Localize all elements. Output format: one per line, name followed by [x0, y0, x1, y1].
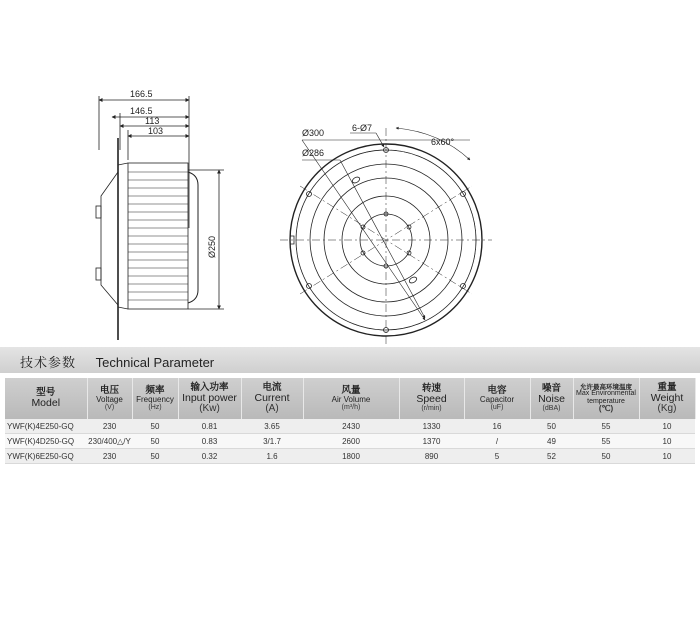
cell-model: YWF(K)4E250-GQ [5, 419, 87, 434]
table-row [5, 434, 695, 449]
section-title [20, 352, 214, 371]
cell-power: 0.83 [178, 434, 241, 449]
cell-air-volume: 2600 [303, 434, 399, 449]
cell-voltage: 230/400△/Y [87, 434, 132, 449]
dim-113: 113 [145, 116, 160, 126]
cell-temperature: 50 [573, 449, 639, 464]
cell-speed: 890 [399, 449, 464, 464]
cell-noise: 52 [530, 449, 573, 464]
cell-weight: 10 [639, 449, 695, 464]
dim-146-5: 146.5 [130, 106, 153, 116]
cell-current: 3.65 [241, 419, 303, 434]
cell-current: 1.6 [241, 449, 303, 464]
cell-frequency: 50 [132, 419, 178, 434]
cell-noise: 50 [530, 419, 573, 434]
header-voltage: 电压 Voltage (V) [87, 378, 132, 419]
header-weight: 重量 Weight (Kg) [639, 378, 695, 419]
header-speed: 转速 Speed (r/min) [399, 378, 464, 419]
cell-voltage: 230 [87, 419, 132, 434]
cell-temperature: 55 [573, 434, 639, 449]
header-max-temperature: 允许最高环境温度 Max Environmental temperature (℃) [573, 378, 639, 419]
dim-inner-diameter-286: Ø286 [302, 148, 325, 158]
header-input-power: 输入功率 Input power (Kw) [178, 378, 241, 419]
cell-capacitor: 5 [464, 449, 530, 464]
cell-capacitor: 16 [464, 419, 530, 434]
cell-frequency: 50 [132, 449, 178, 464]
table-row [5, 419, 695, 434]
cell-air-volume: 2430 [303, 419, 399, 434]
header-current: 电流 Current (A) [241, 378, 303, 419]
dim-diameter-250: Ø250 [207, 235, 217, 258]
front-view-drawing [280, 128, 492, 344]
cell-voltage: 230 [87, 449, 132, 464]
cell-weight: 10 [639, 434, 695, 449]
header-capacitor: 电容 Capacitor (uF) [464, 378, 530, 419]
cell-power: 0.32 [178, 449, 241, 464]
table-row [5, 449, 695, 464]
cell-model: YWF(K)6E250-GQ [5, 449, 87, 464]
cell-power: 0.81 [178, 419, 241, 434]
header-noise: 噪音 Noise (dBA) [530, 378, 573, 419]
header-frequency: 频率 Frequency (Hz) [132, 378, 178, 419]
cell-noise: 49 [530, 434, 573, 449]
dim-166-5: 166.5 [130, 89, 153, 99]
cell-speed: 1330 [399, 419, 464, 434]
dim-103: 103 [148, 126, 164, 136]
cell-capacitor: / [464, 434, 530, 449]
section-title-cn: 技术参数 [20, 356, 77, 371]
dim-angle-6x60: 6x60° [431, 137, 455, 147]
cell-air-volume: 1800 [303, 449, 399, 464]
header-model: 型号 Model [5, 378, 87, 419]
cell-temperature: 55 [573, 419, 639, 434]
dim-outer-diameter-300: Ø300 [302, 128, 325, 138]
cell-speed: 1370 [399, 434, 464, 449]
section-title-en: Technical Parameter [95, 355, 215, 370]
table-header-row [5, 378, 695, 419]
cell-weight: 10 [639, 419, 695, 434]
cell-model: YWF(K)4D250-GQ [5, 434, 87, 449]
cell-current: 3/1.7 [241, 434, 303, 449]
dim-holes-6-7: 6-Ø7 [352, 123, 373, 133]
technical-parameter-table [5, 378, 696, 464]
cell-frequency: 50 [132, 434, 178, 449]
header-air-volume: 风量 Air Volume (m³/h) [303, 378, 399, 419]
